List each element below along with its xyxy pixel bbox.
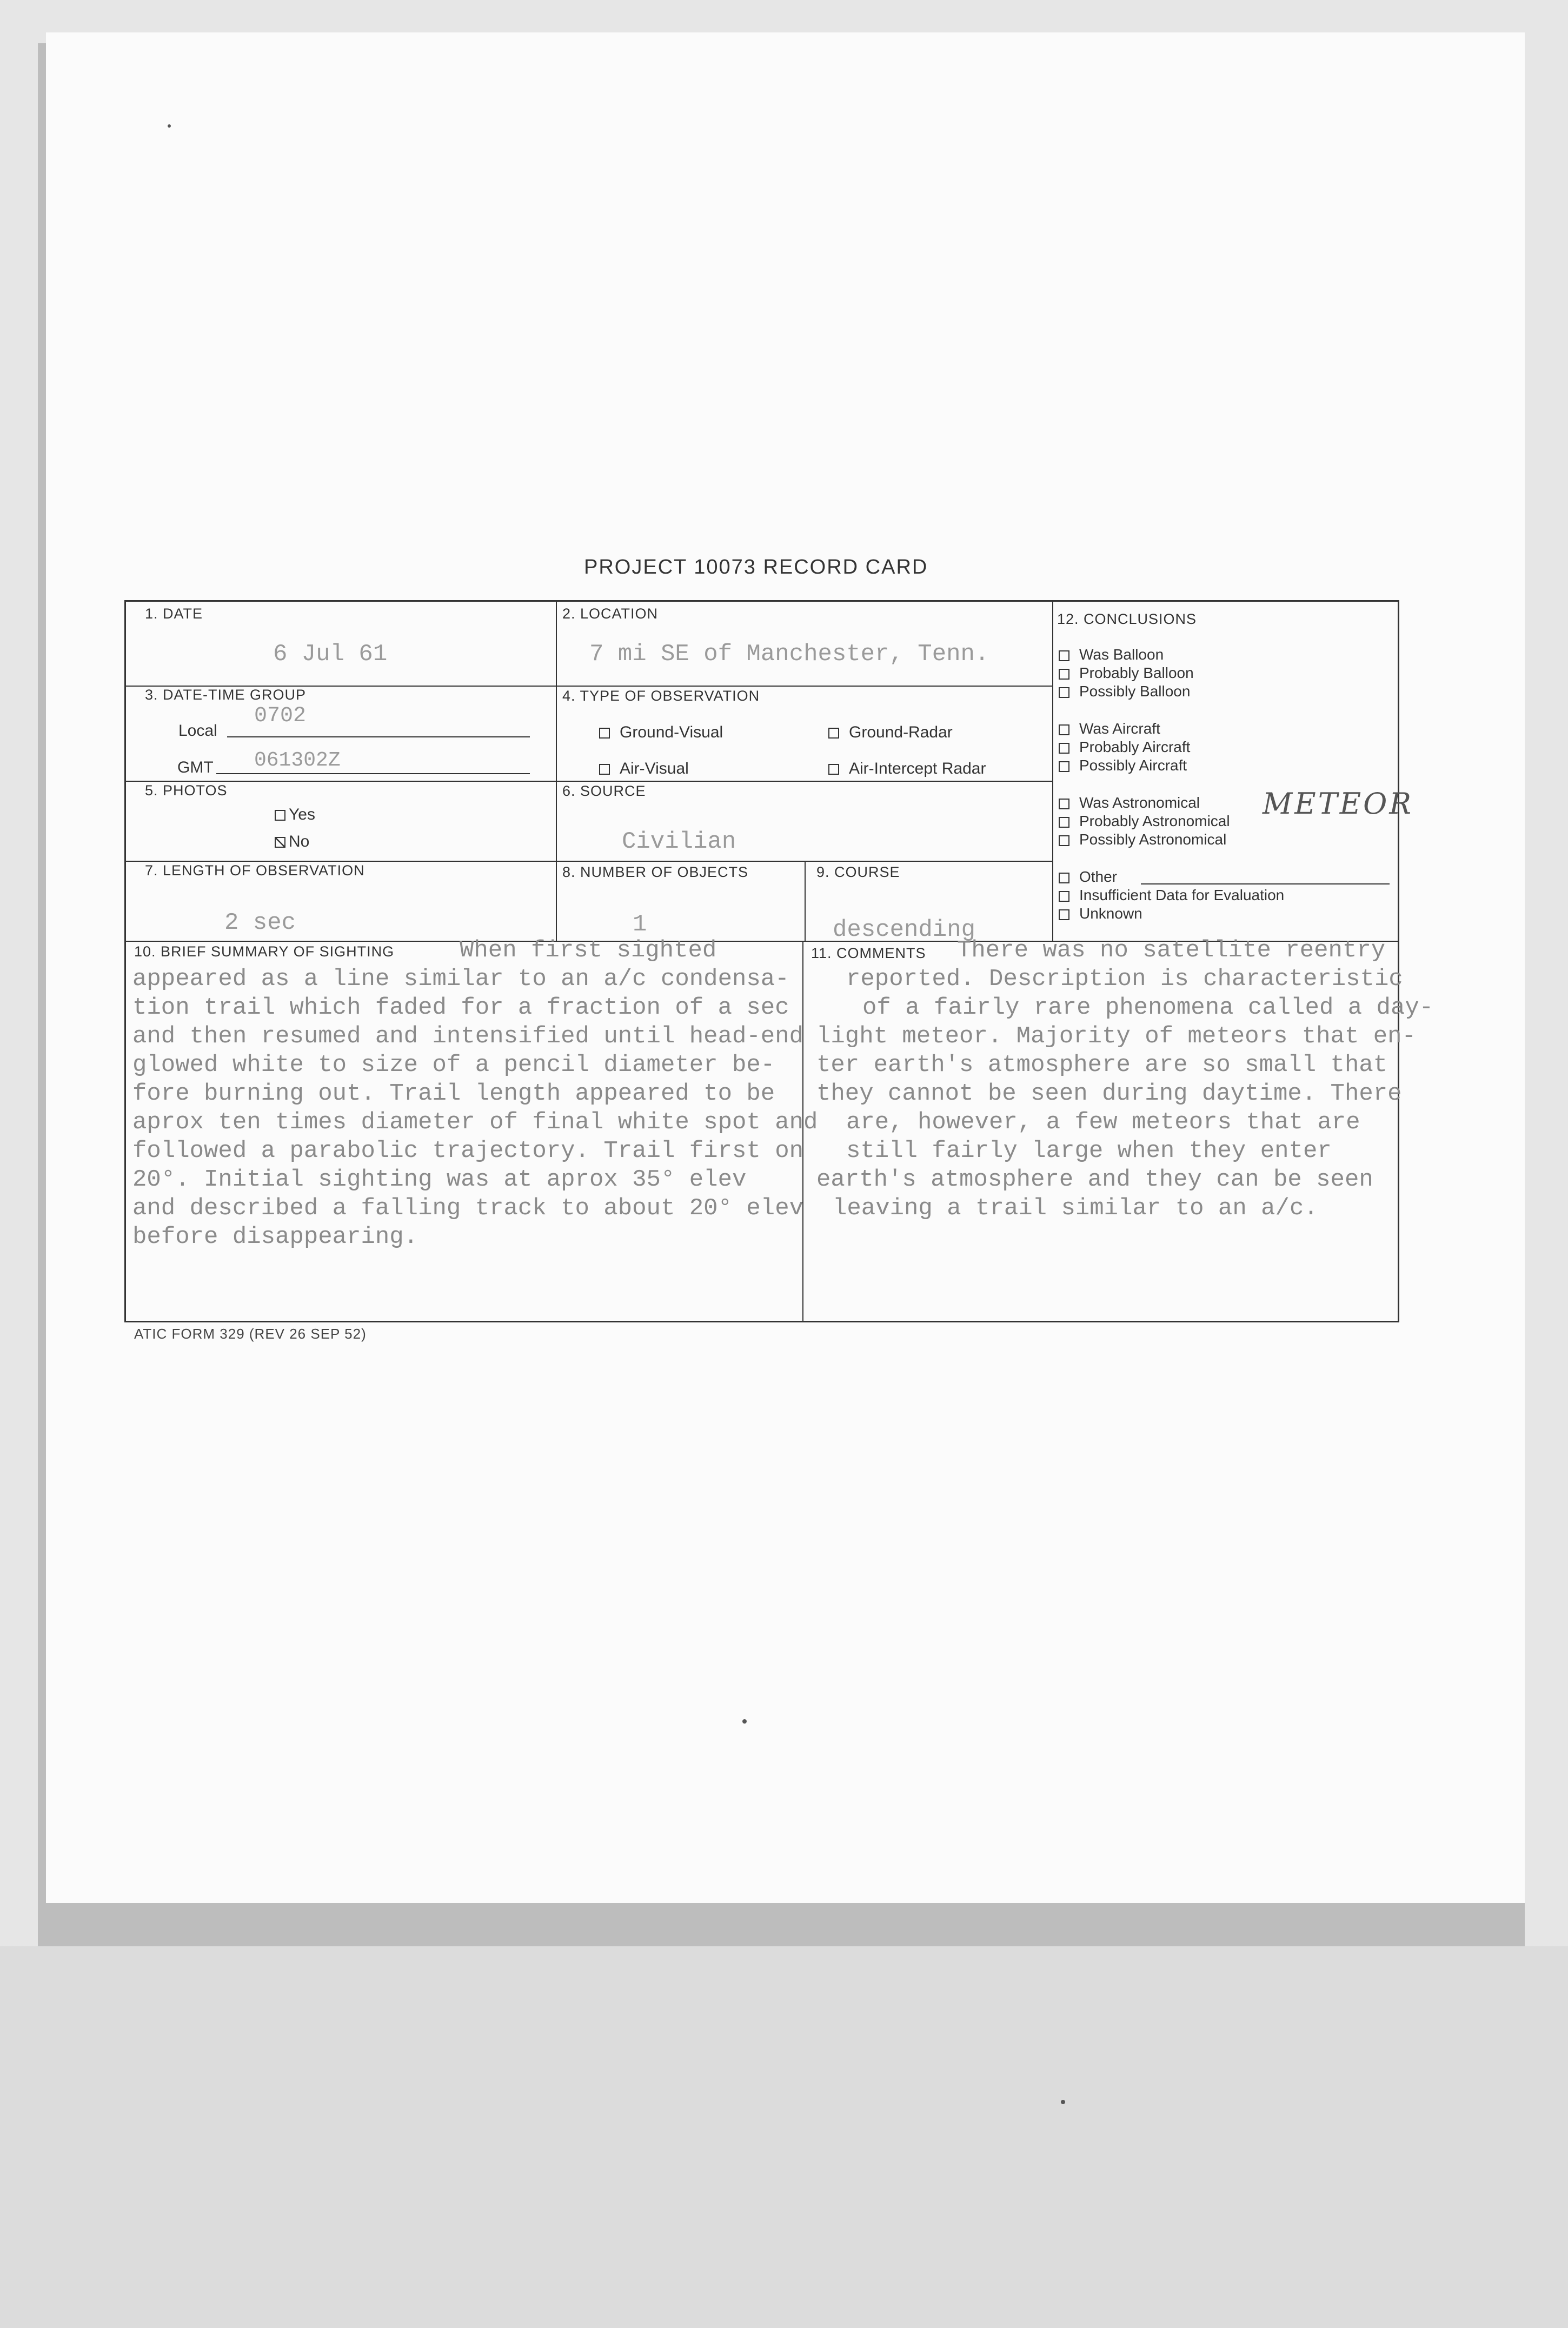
conclusion-text: Probably Balloon: [1079, 664, 1194, 681]
date-time-group-label: 3. DATE-TIME GROUP: [145, 687, 307, 703]
source-label: 6. SOURCE: [562, 783, 646, 799]
comments-label: 11. COMMENTS: [811, 945, 926, 961]
ground-radar-text: Ground-Radar: [849, 723, 953, 741]
photos-yes: [275, 806, 315, 824]
summary-line: and then resumed and intensified until head-end: [132, 1023, 804, 1050]
gmt-label: GMT: [177, 759, 214, 776]
checkbox-icon: [275, 810, 285, 821]
comments-line: ter earth's atmosphere are so small that: [816, 1052, 1388, 1079]
course-value: descending: [833, 916, 976, 943]
checkbox-icon: [1059, 873, 1069, 883]
conclusion-other: [1059, 868, 1117, 886]
conclusion-possibly-balloon: [1059, 683, 1190, 700]
summary-line: fore burning out. Trail length appeared to be: [132, 1080, 775, 1107]
comments-line: earth's atmosphere and they can be seen: [816, 1166, 1373, 1193]
card-title: PROJECT 10073 RECORD CARD: [584, 556, 928, 578]
comments-line: leaving a trail similar to an a/c.: [833, 1195, 1318, 1222]
comments-line: they cannot be seen during daytime. There: [816, 1080, 1402, 1107]
speck-mark: [1061, 2100, 1065, 2104]
conclusion-text: Unknown: [1079, 905, 1142, 922]
conclusion-probably-balloon: [1059, 664, 1194, 682]
comments-line: of a fairly rare phenomena called a day-: [862, 994, 1434, 1021]
conclusion-text: Possibly Balloon: [1079, 683, 1191, 700]
summary-line: before disappearing.: [132, 1223, 418, 1251]
photos-label: 5. PHOTOS: [145, 782, 228, 799]
conclusion-text: Was Balloon: [1079, 646, 1164, 663]
checkbox-icon: [1059, 669, 1069, 680]
checkbox-icon: [1059, 799, 1069, 809]
summary-line: When first sighted: [460, 937, 717, 964]
bottom-band: [0, 1946, 1568, 2328]
summary-label: 10. BRIEF SUMMARY OF SIGHTING: [134, 943, 395, 960]
speck-mark: [742, 1719, 747, 1724]
checkbox-icon: [1059, 891, 1069, 902]
conclusion-probably-astronomical: [1059, 813, 1230, 830]
form-footer: ATIC FORM 329 (REV 26 SEP 52): [134, 1326, 367, 1342]
conclusion-possibly-aircraft: [1059, 757, 1187, 774]
checkbox-icon: [1059, 835, 1069, 846]
comments-line: light meteor. Majority of meteors that en-: [816, 1023, 1416, 1050]
location-label: 2. LOCATION: [562, 606, 659, 622]
conclusions-label: 12. CONCLUSIONS: [1057, 611, 1197, 627]
course-label: 9. COURSE: [816, 864, 900, 880]
checkbox-icon: [828, 764, 839, 775]
comments-line: reported. Description is characteristic: [846, 966, 1403, 993]
source-value: Civilian: [622, 828, 736, 855]
conclusion-insufficient-data: [1059, 887, 1284, 904]
summary-line: glowed white to size of a pencil diameter be-: [132, 1052, 775, 1079]
conclusion-was-aircraft: [1059, 720, 1160, 737]
conclusion-text: Was Astronomical: [1079, 794, 1200, 811]
observation-type-label: 4. TYPE OF OBSERVATION: [562, 688, 760, 704]
summary-line: appeared as a line similar to an a/c condensa-: [132, 966, 789, 993]
conclusion-possibly-astronomical: [1059, 831, 1226, 848]
ground-visual-option: [599, 723, 723, 742]
date-label: 1. DATE: [145, 606, 203, 622]
summary-line: and described a falling track to about 20° elev: [132, 1195, 804, 1222]
speck-mark: [168, 124, 171, 128]
checkbox-checked-icon: [275, 837, 285, 848]
air-intercept-radar-option: [828, 760, 986, 778]
ground-visual-text: Ground-Visual: [620, 723, 723, 741]
conclusion-text: Probably Astronomical: [1079, 813, 1230, 829]
conclusion-text: Insufficient Data for Evaluation: [1079, 887, 1285, 903]
photos-yes-text: Yes: [289, 806, 315, 823]
checkbox-icon: [1059, 650, 1069, 661]
local-underline: [227, 736, 530, 737]
ground-radar-option: [828, 723, 953, 742]
length-value: 2 sec: [224, 909, 296, 936]
checkbox-icon: [1059, 909, 1069, 920]
summary-line: 20°. Initial sighting was at aprox 35° elev: [132, 1166, 747, 1193]
checkbox-icon: [1059, 761, 1069, 772]
conclusion-was-balloon: [1059, 646, 1164, 663]
summary-line: aprox ten times diameter of final white spot and: [132, 1109, 818, 1136]
date-value: 6 Jul 61: [273, 641, 388, 668]
local-label: Local: [178, 722, 217, 740]
conclusion-was-astronomical: [1059, 794, 1200, 812]
summary-line: tion trail which faded for a fraction of a sec: [132, 994, 789, 1021]
checkbox-icon: [1059, 817, 1069, 828]
conclusion-unknown: [1059, 905, 1142, 922]
number-of-objects-value: 1: [633, 911, 647, 938]
checkbox-icon: [1059, 724, 1069, 735]
conclusion-text: Possibly Aircraft: [1079, 757, 1187, 774]
location-value: 7 mi SE of Manchester, Tenn.: [589, 641, 989, 668]
air-visual-option: [599, 760, 689, 778]
number-of-objects-label: 8. NUMBER OF OBJECTS: [562, 864, 749, 880]
other-underline: [1141, 883, 1390, 884]
air-visual-text: Air-Visual: [620, 760, 689, 777]
comments-line: are, however, a few meteors that are: [846, 1109, 1360, 1136]
gmt-underline: [216, 773, 530, 774]
checkbox-icon: [1059, 743, 1069, 754]
checkbox-icon: [1059, 687, 1069, 698]
checkbox-icon: [599, 728, 610, 739]
gmt-value: 061302Z: [254, 749, 341, 772]
checkbox-icon: [828, 728, 839, 739]
length-label: 7. LENGTH OF OBSERVATION: [145, 862, 365, 879]
conclusion-probably-aircraft: [1059, 739, 1190, 756]
conclusion-text: Other: [1079, 868, 1118, 885]
conclusion-text: Was Aircraft: [1079, 720, 1160, 737]
handwritten-meteor: METEOR: [1263, 787, 1414, 821]
checkbox-icon: [599, 764, 610, 775]
conclusion-text: Probably Aircraft: [1079, 739, 1191, 755]
photos-no: [275, 833, 309, 851]
comments-line: There was no satellite reentry: [957, 937, 1386, 964]
summary-line: followed a parabolic trajectory. Trail first on: [132, 1138, 804, 1165]
conclusion-text: Possibly Astronomical: [1079, 831, 1227, 848]
photos-no-text: No: [289, 833, 310, 850]
comments-line: still fairly large when they enter: [846, 1138, 1332, 1165]
air-intercept-radar-text: Air-Intercept Radar: [849, 760, 986, 777]
local-value: 0702: [254, 704, 307, 728]
